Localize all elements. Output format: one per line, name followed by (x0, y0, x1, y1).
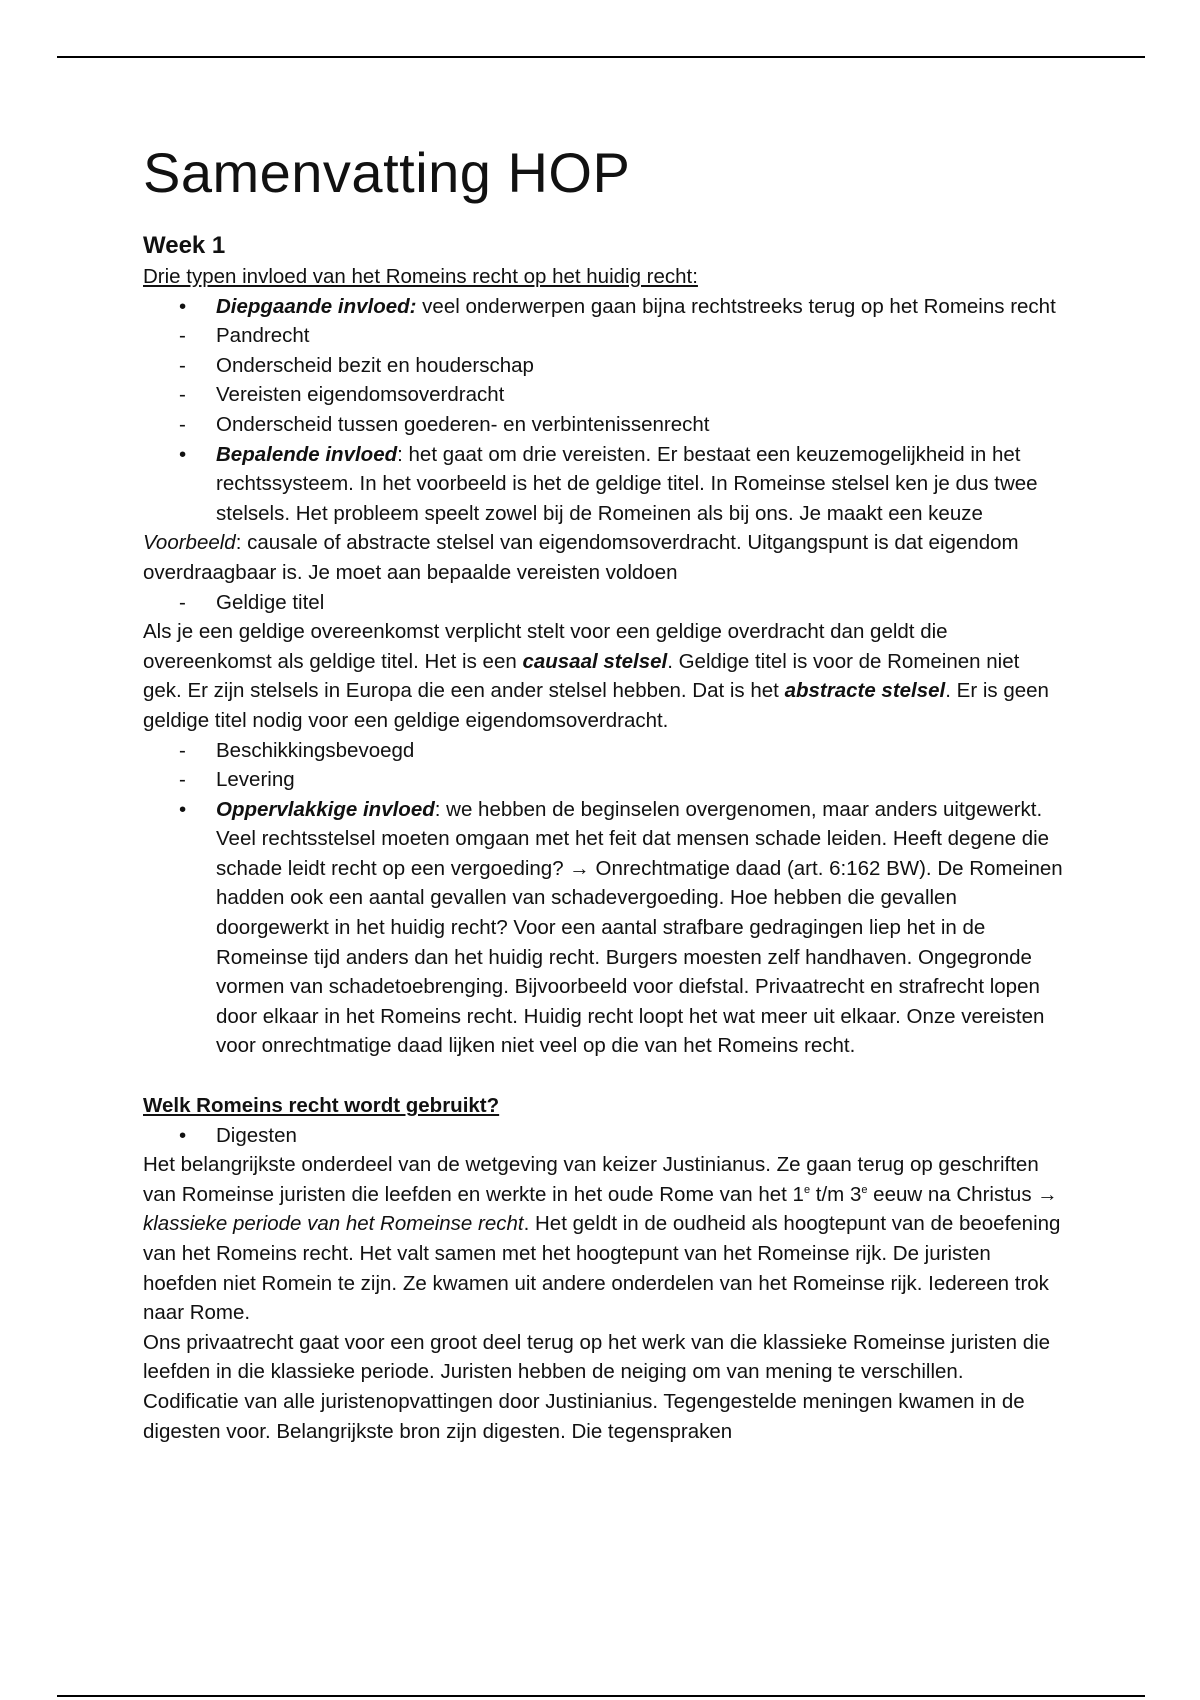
document-title: Samenvatting HOP (143, 141, 631, 204)
bullet-term: Oppervlakkige invloed (216, 797, 435, 821)
subheading: Welk Romeins recht wordt gebruikt? (143, 1094, 500, 1118)
week-heading: Week 1 (143, 232, 226, 259)
term-abstract: abstracte stelsel (784, 679, 946, 703)
bullet-marker: • (179, 1123, 187, 1147)
closing-paragraph: Ons privaatrecht gaat voor een groot deel terug op het werk van die klassieke Romeinse juristen die leefden in die klassieke periode. Juristen hebben de neiging om van mening te verschillen. Codificatie van alle juristenopvattingen door Justinianius. Tegengestelde meningen kwamen in de digesten voor. Belangrijkste bron zijn digesten. Die tegenspraken (143, 1330, 1051, 1443)
dash-marker: - (179, 738, 186, 762)
bullet-marker: • (179, 294, 187, 318)
spacer (143, 1061, 1063, 1091)
dash-item (143, 410, 1063, 440)
header-rule (57, 56, 1145, 58)
text-run: . Er is geen geldige titel nodig voor een geldige eigendomsoverdracht. (143, 679, 1049, 732)
text-run: Als je een geldige overeenkomst verplicht stelt voor een geldige overdracht dan geldt die overeenkomst als geldige titel. Het is een (143, 620, 948, 673)
bullet-marker: • (179, 442, 187, 466)
superscript: e (803, 1183, 811, 1196)
dash-item-text: Pandrecht (216, 324, 310, 348)
dash-item (143, 351, 1063, 381)
text-run: eeuw na Christus → (867, 1182, 1058, 1206)
dash-marker: - (179, 768, 186, 792)
document-body (143, 140, 1063, 1446)
dash-item (143, 321, 1063, 351)
digesten-paragraph (143, 1150, 1063, 1328)
superscript: e (861, 1183, 868, 1196)
intro-line: Drie typen invloed van het Romeins recht op het huidig recht: (143, 265, 698, 288)
dash-item (143, 736, 1063, 766)
dash-item-text: Beschikkingsbevoegd (216, 738, 415, 762)
dash-marker: - (179, 412, 186, 436)
dash-marker: - (179, 324, 186, 348)
example-paragraph (143, 528, 1063, 587)
dash-item-text: Geldige titel (216, 590, 325, 614)
text-run: . Geldige titel is voor de Romeinen niet gek. Er zijn stelsels in Europa die een ander stelsel hebben. Dat is het (143, 649, 1020, 703)
titel-paragraph (143, 617, 1063, 735)
example-text: : causale of abstracte stelsel van eigendomsoverdracht. Uitgangspunt is dat eigendom overdraagbaar is. Je moet aan bepaalde vereisten voldoen (143, 531, 1019, 584)
dash-item-text: Levering (216, 768, 295, 792)
bullet-term: Diepgaande invloed: (216, 294, 417, 318)
dash-item-text: Vereisten eigendomsoverdracht (216, 383, 505, 407)
bullet-marker: • (179, 797, 187, 821)
bullet-text: : we hebben de beginselen overgenomen, maar anders uitgewerkt. Veel rechtsstelsel moeten omgaan met het feit dat mensen schade leiden. Heeft degene die schade leidt recht op een vergoeding? → Onrechtmatige daad (art. 6:162 BW). De Romeinen hadden ook een aantal gevallen van schadevergoeding. Hoe hebben die gevallen doorgewerkt in het huidig recht? Voor een aantal strafbare gedragingen liep het in de Romeinse tijd anders dan het huidig recht. Burgers moesten zelf handhaven. Ongegronde vormen van schadetoebrenging. Bijvoorbeeld voor diefstal. Privaatrecht en strafrecht lopen door elkaar in het Romeins recht. Huidig recht loopt het wat meer uit elkaar. Onze vereisten voor onrechtmatige daad lijken niet veel op die van het Romeins recht. (216, 797, 1063, 1058)
dash-item (143, 765, 1063, 795)
bullet-term: Bepalende invloed (216, 442, 398, 466)
bullet-oppervlakkige (143, 795, 1063, 1061)
dash-item (143, 380, 1063, 410)
text-run: . Het geldt in de oudheid als hoogtepunt van de beoefening van het Romeins recht. Het valt samen met het hoogtepunt van het Romeinse rijk. De juristen hoefden niet Romein te zijn. Ze kwamen uit andere onderdelen van het Romeinse rijk. Iedereen trok naar Rome. (143, 1212, 1061, 1325)
bullet-text: Digesten (216, 1123, 297, 1147)
footer-rule (57, 1695, 1145, 1697)
term-klassieke-periode: klassieke periode van het Romeinse recht (143, 1212, 524, 1236)
bullet-bepalende (143, 440, 1063, 529)
dash-item (143, 588, 1063, 618)
bullet-text: : het gaat om drie vereisten. Er bestaat een keuzemogelijkheid in het rechtssysteem. In het voorbeeld is het de geldige titel. In Romeinse stelsel ken je dus twee stelsels. Het probleem speelt zowel bij de Romeinen als bij ons. Je maakt een keuze (216, 442, 1038, 525)
bullet-text: veel onderwerpen gaan bijna rechtstreeks terug op het Romeins recht (416, 294, 1056, 318)
term-causaal: causaal stelsel (522, 649, 668, 673)
dash-marker: - (179, 353, 186, 377)
dash-marker: - (179, 590, 186, 614)
example-label: Voorbeeld (143, 531, 236, 555)
dash-item-text: Onderscheid bezit en houderschap (216, 353, 534, 377)
dash-item-text: Onderscheid tussen goederen- en verbintenissenrecht (216, 412, 710, 436)
bullet-digesten (143, 1121, 1063, 1151)
dash-marker: - (179, 383, 186, 407)
text-run: Het belangrijkste onderdeel van de wetgeving van keizer Justinianus. Ze gaan terug op geschriften van Romeinse juristen die leefden en werkte in het oude Rome van het 1 (143, 1153, 1039, 1206)
text-run: t/m 3 (810, 1182, 862, 1206)
bullet-diepgaande (143, 292, 1063, 322)
